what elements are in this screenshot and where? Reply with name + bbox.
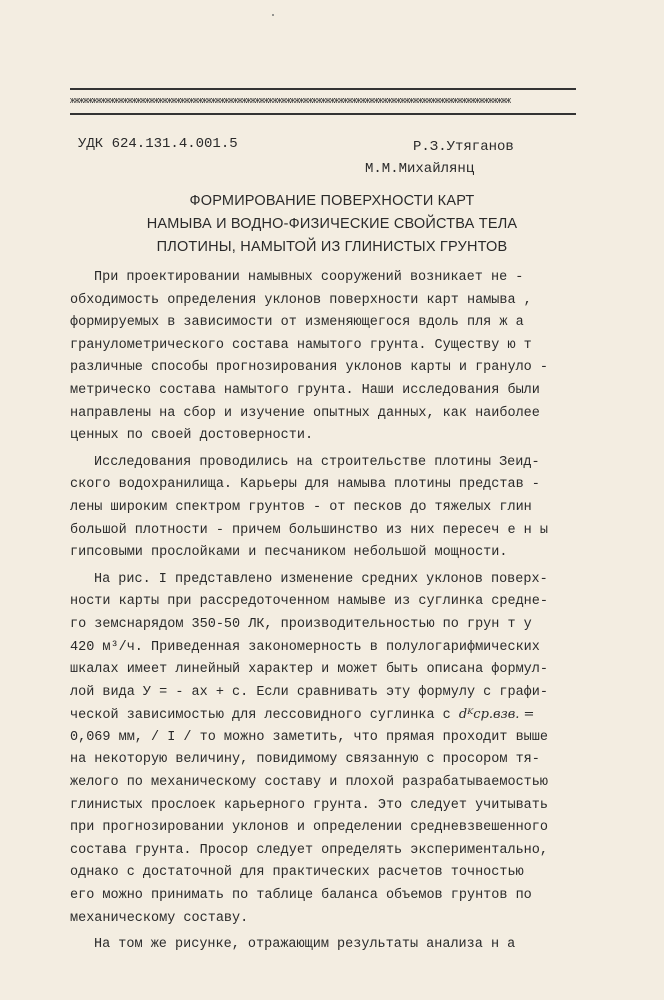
paragraph-line: ности карты при рассредоточенном намыве из суглинка средне- — [70, 594, 548, 610]
paragraph-line: ского водохранилища. Карьеры для намыва плотины представ - — [70, 477, 540, 493]
paragraph-line: состава грунта. Просор следует определять экспериментально, — [70, 842, 548, 858]
header-rule-bottom — [70, 113, 576, 115]
paragraph-line: Исследования проводились на строительстве плотины Зеид- — [94, 454, 540, 470]
header-rule-top — [70, 88, 576, 90]
paragraph-line: На рис. I представлено изменение средних уклонов поверх- — [94, 571, 548, 587]
formula-handwritten: dᴷср.взв. = — [458, 707, 535, 723]
paragraph-line: большой плотности - причем большинство из них пересеч е н ы — [70, 522, 548, 538]
author-name: Р.З.Утяганов — [413, 139, 514, 155]
paragraph-line: На том же рисунке, отражающим результаты анализа н а — [94, 937, 516, 953]
paragraph-line: различные способы прогнозирования уклонов карты и грануло - — [70, 360, 548, 376]
paragraph-line: при прогнозировании уклонов и определении средневзвешенного — [70, 820, 548, 836]
paragraph-line: гранулометрического состава намытого грунта. Существу ю т — [70, 337, 532, 353]
speck-mark — [272, 14, 274, 16]
paragraph-line: При проектировании намывных сооружений возникает не - — [94, 270, 524, 285]
udk-code: УДК 624.131.4.001.5 — [78, 136, 238, 152]
paragraph-line: го земснарядом 350-50 ЛК, производительностью по грун т у — [70, 616, 532, 632]
paragraph-line: обходимость определения уклонов поверхности карт намыва , — [70, 292, 532, 308]
paragraph-line: 0,069 мм, / I / то можно заметить, что прямая проходит выше — [70, 729, 548, 745]
paragraph-line: его можно принимать по таблице баланса объемов грунтов по — [70, 888, 532, 904]
paragraph-line: лой вида У = - ах + с. Если сравнивать эту формулу с графи- — [70, 684, 548, 700]
author-name: М.М.Михайлянц — [365, 161, 475, 177]
header-ornament: жжжжжжжжжжжжжжжжжжжжжжжжжжжжжжжжжжжжжжжжжжжжжжжжжжжжжжжжжжжжжжжжжжжжжжжжжжжжжжжжжжжжжжжжжжжжжжжжжжжж — [70, 96, 511, 106]
paragraph-line: желого по механическому составу и плохой разрабатываемостью — [70, 775, 548, 791]
paragraph-line: метрическо состава намытого грунта. Наши исследования были — [70, 382, 540, 398]
article-title — [90, 190, 574, 259]
paragraph-line: ценных по своей достоверности. — [70, 428, 314, 444]
title-line: ПЛОТИНЫ, НАМЫТОЙ ИЗ ГЛИНИСТЫХ ГРУНТОВ — [156, 239, 508, 255]
paragraph-line: лены широким спектром грунтов - от песков до тяжелых глин — [70, 499, 532, 515]
paragraph-line: глинистых прослоек карьерного грунта. Это следует учитывать — [70, 797, 548, 813]
title-line: ФОРМИРОВАНИЕ ПОВЕРХНОСТИ КАРТ — [189, 193, 475, 209]
paragraph-line: шкалах имеет линейный характер и может быть описана формул- — [70, 662, 548, 678]
title-line: НАМЫВА И ВОДНО-ФИЗИЧЕСКИЕ СВОЙСТВА ТЕЛА — [146, 216, 518, 232]
paragraph-line: на некоторую величину, повидимому связанную с просором тя- — [70, 752, 540, 768]
paragraph-line: 420 м³/ч. Приведенная закономерность в полулогарифмических — [70, 639, 540, 655]
paragraph-line: однако с достаточной для практических расчетов точностью — [70, 865, 524, 881]
paragraph-line: направлены на сбор и изучение опытных данных, как наиболее — [70, 405, 540, 421]
authors — [365, 136, 514, 180]
paragraph-line — [70, 704, 590, 727]
paragraph-line: формируемых в зависимости от изменяющегося вдоль пля ж а — [70, 315, 524, 331]
paragraph-line: гипсовыми прослойками и песчаником небольшой мощности. — [70, 545, 508, 561]
paragraph-line: механическому составу. — [70, 910, 249, 926]
paragraph-line-text: ческой зависимостью для лессовидного суглинка с — [70, 708, 459, 724]
article-body — [70, 267, 590, 957]
